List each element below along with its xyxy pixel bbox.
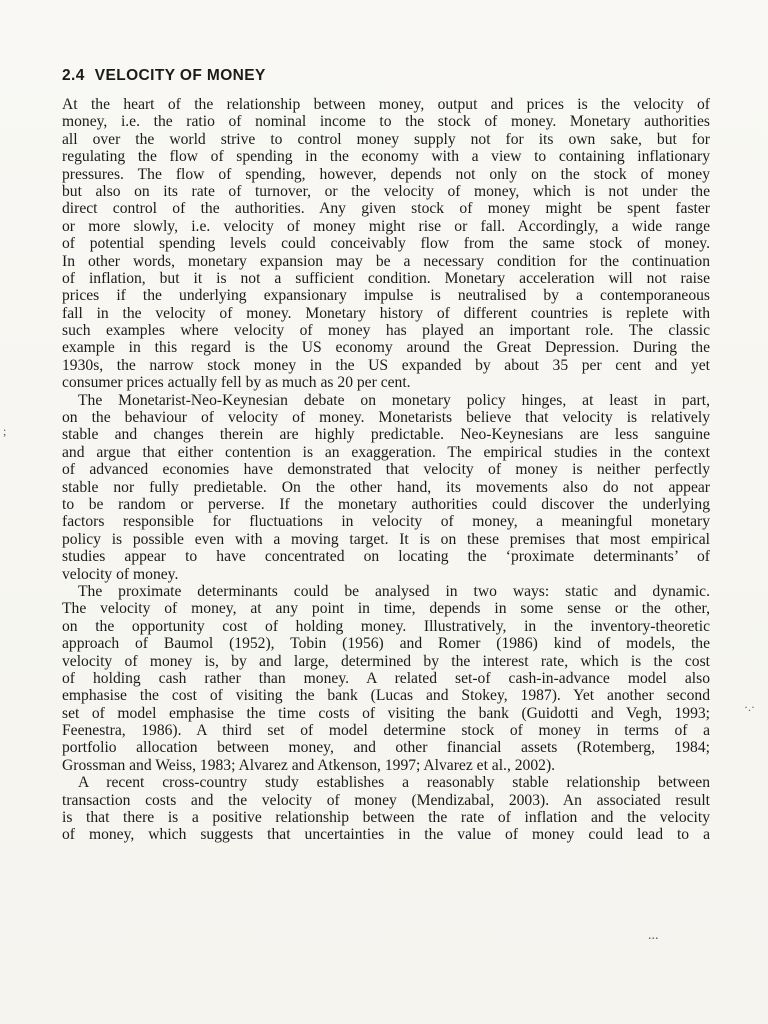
text-line: direct control of the authorities. Any given stock of money might be spent faster (62, 200, 710, 218)
text-line: of potential spending levels could conceivably flow from the same stock of money. (62, 235, 710, 253)
text-line: In other words, monetary expansion may be a necessary condition for the continuation (62, 252, 710, 270)
section-number: 2.4 (62, 67, 85, 84)
text-line: of advanced economies have demonstrated that velocity of money is neither perfectly (62, 461, 710, 479)
text-line: policy is possible even with a moving target. It is on these premises that most empirical (62, 530, 710, 548)
text-line: set of model emphasise the time costs of visiting the bank (Guidotti and Vegh, 1993; (62, 704, 710, 722)
text-line: such examples where velocity of money has played an important role. The classic (62, 322, 710, 340)
text-line: pressures. The flow of spending, however, depends not only on the stock of money (62, 165, 710, 183)
text-line: The velocity of money, at any point in time, depends in some sense or the other, (62, 600, 710, 618)
text-line: of inflation, but it is not a sufficient condition. Monetary acceleration will not raise (62, 269, 710, 287)
text-line: fall in the velocity of money. Monetary history of different countries is replete with (62, 304, 710, 322)
section-title: VELOCITY OF MONEY (94, 67, 266, 84)
section-body (62, 96, 710, 844)
text-line: 1930s, the narrow stock money in the US expanded by about 35 per cent and yet (62, 356, 710, 374)
text-line: to be random or perverse. If the monetary authorities could discover the underlying (62, 495, 710, 513)
text-line: example in this regard is the US economy around the Great Depression. During the (62, 339, 710, 357)
text-line: studies appear to have concentrated on locating the ‘proximate determinants’ of (62, 548, 710, 566)
text-line: factors responsible for fluctuations in velocity of money, a meaningful monetary (62, 513, 710, 531)
text-line: on the behaviour of velocity of money. Monetarists believe that velocity is relatively (62, 409, 710, 427)
text-line: regulating the flow of spending in the economy with a view to containing inflationary (62, 148, 710, 166)
text-line: is that there is a positive relationship between the rate of inflation and the velocity (62, 809, 710, 827)
text-line: Grossman and Weiss, 1983; Alvarez and Atkenson, 1997; Alvarez et al., 2002). (62, 756, 556, 774)
section-heading (62, 67, 266, 85)
text-line: Feenestra, 1986). A third set of model determine stock of money in terms of a (62, 722, 710, 740)
text-line: A recent cross-country study establishes a reasonably stable relationship between (78, 774, 710, 792)
text-line: on the opportunity cost of holding money. Illustratively, in the inventory-theoretic (62, 617, 710, 635)
text-line: stable nor fully predietable. On the other hand, its movements also do not appear (62, 478, 710, 496)
text-line: At the heart of the relationship between money, output and prices is the velocity of (62, 96, 710, 113)
text-line: emphasise the cost of visiting the bank (Lucas and Stokey, 1987). Yet another second (62, 687, 710, 705)
text-line: consumer prices actually fell by as much as 20 per cent. (62, 374, 411, 392)
text-line: prices if the underlying expansionary impulse is neutralised by a contemporaneous (62, 287, 710, 305)
text-line: The Monetarist-Neo-Keynesian debate on monetary policy hinges, at least in part, (78, 391, 710, 409)
text-line: or more slowly, i.e. velocity of money might rise or fall. Accordingly, a wide range (62, 217, 710, 235)
margin-mark: ·.· (744, 700, 755, 714)
text-line: The proximate determinants could be analysed in two ways: static and dynamic. (78, 582, 710, 600)
text-line: of money, which suggests that uncertainties in the value of money could lead to a (62, 826, 710, 844)
text-line: and argue that either contention is an exaggeration. The empirical studies in the context (62, 443, 710, 461)
text-line: money, i.e. the ratio of nominal income to the stock of money. Monetary authorities (62, 113, 710, 131)
text-line: velocity of money is, by and large, determined by the interest rate, which is the cost (62, 652, 710, 670)
text-line: transaction costs and the velocity of money (Mendizabal, 2003). An associated result (62, 791, 710, 809)
continuation-mark: ... (648, 928, 659, 943)
text-line: but also on its rate of turnover, or the velocity of money, which is not under the (62, 182, 710, 200)
text-line: of holding cash rather than money. A related set-of cash-in-advance model also (62, 669, 710, 687)
text-line: all over the world strive to control money supply not for its own sake, but for (62, 130, 710, 148)
text-line: stable and changes therein are highly predictable. Neo-Keynesians are less sanguine (62, 426, 710, 444)
text-line: velocity of money. (62, 565, 179, 583)
text-line: portfolio allocation between money, and other financial assets (Rotemberg, 1984; (62, 739, 710, 757)
text-line: approach of Baumol (1952), Tobin (1956) and Romer (1986) kind of models, the (62, 635, 710, 653)
margin-mark: ; (3, 424, 7, 438)
